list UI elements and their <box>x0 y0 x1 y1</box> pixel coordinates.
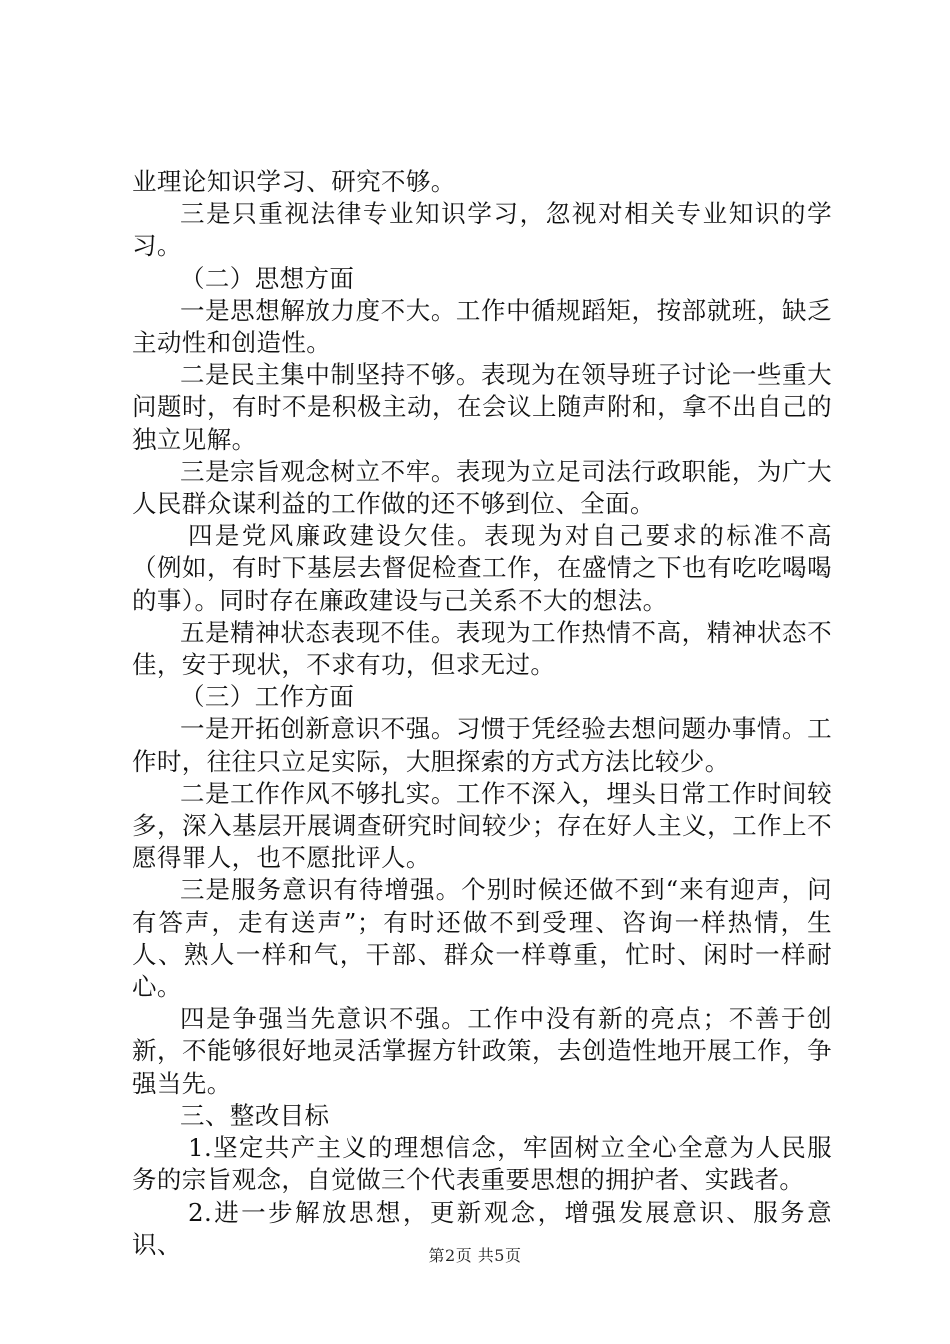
paragraph: 一是思想解放力度不大。工作中循规蹈矩，按部就班，缺乏主动性和创造性。 <box>132 295 832 358</box>
page-footer: 第2页 共5页 <box>428 1246 522 1265</box>
paragraph: 二是民主集中制坚持不够。表现为在领导班子讨论一些重大问题时，有时不是积极主动，在会议上随声附和，拿不出自己的独立见解。 <box>132 360 832 454</box>
paragraph: 五是精神状态表现不佳。表现为工作热情不高，精神状态不佳，安于现状，不求有功，但求无过。 <box>132 617 832 680</box>
paragraph: 三是只重视法律专业知识学习，忽视对相关专业知识的学习。 <box>132 199 832 261</box>
section-heading-thought: （二）思想方面 <box>180 263 355 293</box>
paragraph: 四是争强当先意识不强。工作中没有新的亮点；不善于创新，不能够很好地灵活掌握方针政策，去创造性地开展工作，争强当先。 <box>132 1004 832 1098</box>
paragraph: 一是开拓创新意识不强。习惯于凭经验去想问题办事情。工作时，往往只立足实际，大胆探索的方式方法比较少。 <box>132 714 832 776</box>
paragraph: 二是工作作风不够扎实。工作不深入，埋头日常工作时间较多，深入基层开展调查研究时间较少；存在好人主义，工作上不愿得罪人，也不愿批评人。 <box>132 778 832 873</box>
paragraph: 四是党风廉政建设欠佳。表现为对自己要求的标准不高（例如，有时下基层去督促检查工作，在盛情之下也有吃吃喝喝的事）。同时存在廉政建设与己关系不大的想法。 <box>132 521 832 615</box>
section-heading-work: （三）工作方面 <box>180 682 355 712</box>
paragraph-continuation: 业理论知识学习、研究不够。 <box>132 167 456 196</box>
paragraph: 三是服务意识有待增强。个别时候还做不到“来有迎声，问有答声，走有送声”；有时还做不到受理、咨询一样热情，生人、熟人一样和气，干部、群众一样尊重，忙时、闲时一样耐心。 <box>132 875 832 1002</box>
numbered-item: 1.坚定共产主义的理想信念，牢固树立全心全意为人民服务的宗旨观念，自觉做三个代表重要思想的拥护者、实践者。 <box>132 1133 832 1195</box>
numbered-item: 2.进一步解放思想，更新观念，增强发展意识、服务意识、 <box>132 1197 832 1259</box>
paragraph: 三是宗旨观念树立不牢。表现为立足司法行政职能，为广大人民群众谋利益的工作做的还不够到位、全面。 <box>132 456 832 519</box>
document-body <box>132 166 832 1261</box>
section-heading-goals: 三、整改目标 <box>180 1100 330 1130</box>
